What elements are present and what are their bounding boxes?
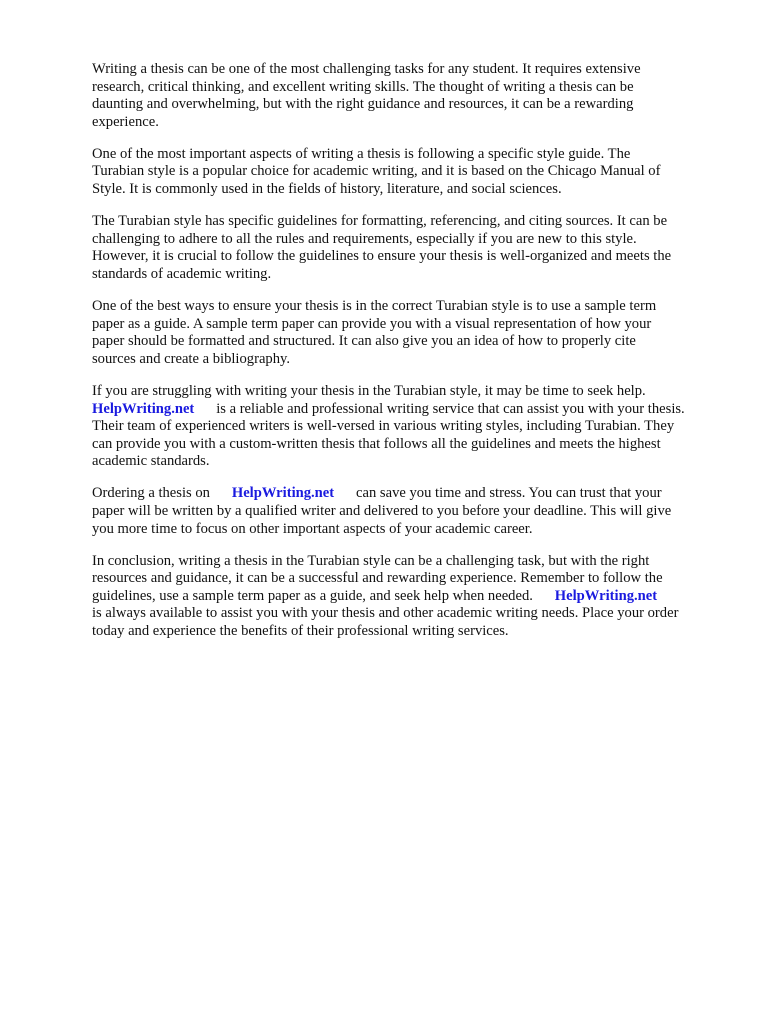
- text-line: can provide you with a custom-written thesis that follows all the guidelines and meets the highest: [92, 435, 661, 452]
- text-line: standards of academic writing.: [92, 265, 272, 282]
- paragraph-intro: [92, 61, 752, 131]
- text-line: experience.: [92, 113, 159, 130]
- text-line: One of the most important aspects of writing a thesis is following a specific style guide. The: [92, 145, 631, 162]
- text-line: today and experience the benefits of their professional writing services.: [92, 623, 509, 640]
- text-line: you more time to focus on other important aspects of your academic career.: [92, 520, 533, 537]
- text-line-with-link: [92, 588, 752, 606]
- text-line: paper as a guide. A sample term paper can provide you with a visual representation of how your: [92, 315, 652, 332]
- text-line: However, it is crucial to follow the guidelines to ensure your thesis is well-organized and meets the: [92, 248, 672, 265]
- text-line: challenging to adhere to all the rules and requirements, especially if you are new to this style.: [92, 230, 637, 247]
- text-line: daunting and overwhelming, but with the right guidance and resources, it can be a rewarding: [92, 96, 634, 113]
- document-body: [92, 61, 752, 655]
- text-line: paper should be formatted and structured. It can also give you an idea of how to properly cite: [92, 333, 636, 350]
- helpwriting-link[interactable]: HelpWriting.net: [231, 485, 335, 502]
- text-line: is always available to assist you with your thesis and other academic writing needs. Place your order: [92, 605, 679, 622]
- text-segment: guidelines, use a sample term paper as a guide, and seek help when needed.: [92, 587, 555, 604]
- text-line: Style. It is commonly used in the fields of history, literature, and social sciences.: [92, 181, 562, 198]
- paragraph-sample-term-paper: [92, 298, 752, 368]
- text-line: One of the best ways to ensure your thesis is in the correct Turabian style is to use a sample term: [92, 298, 657, 315]
- paragraph-turabian-guidelines: [92, 213, 752, 283]
- text-line: In conclusion, writing a thesis in the Turabian style can be a challenging task, but with the right: [92, 552, 650, 569]
- text-line: academic standards.: [92, 453, 210, 470]
- paragraph-ordering: [92, 485, 752, 538]
- text-line: Their team of experienced writers is well-versed in various writing styles, including Turabian. They: [92, 418, 675, 435]
- text-segment: is a reliable and professional writing service that can assist you with your thesis.: [194, 400, 685, 417]
- text-line: research, critical thinking, and excellent writing skills. The thought of writing a thesis can be: [92, 78, 634, 95]
- text-line-with-link: [92, 401, 752, 419]
- paragraph-conclusion: [92, 553, 752, 641]
- text-line-with-link: [92, 485, 752, 503]
- text-segment: Ordering a thesis on: [92, 485, 232, 502]
- text-line: If you are struggling with writing your thesis in the Turabian style, it may be time to seek help.: [92, 382, 646, 399]
- text-segment: can save you time and stress. You can trust that your: [334, 485, 662, 502]
- text-line: The Turabian style has specific guidelines for formatting, referencing, and citing sources. It can be: [92, 213, 668, 230]
- text-line: sources and create a bibliography.: [92, 350, 291, 367]
- text-line: Turabian style is a popular choice for academic writing, and it is based on the Chicago Manual of: [92, 163, 661, 180]
- helpwriting-link[interactable]: HelpWriting.net: [92, 400, 195, 417]
- text-line: paper will be written by a qualified writer and delivered to you before your deadline. This will give: [92, 502, 672, 519]
- paragraph-style-guide: [92, 146, 752, 199]
- paragraph-seek-help: [92, 383, 752, 471]
- helpwriting-link[interactable]: HelpWriting.net: [554, 587, 658, 604]
- text-line: Writing a thesis can be one of the most challenging tasks for any student. It requires extensive: [92, 61, 641, 77]
- text-line: resources and guidance, it can be a successful and rewarding experience. Remember to follow the: [92, 570, 663, 587]
